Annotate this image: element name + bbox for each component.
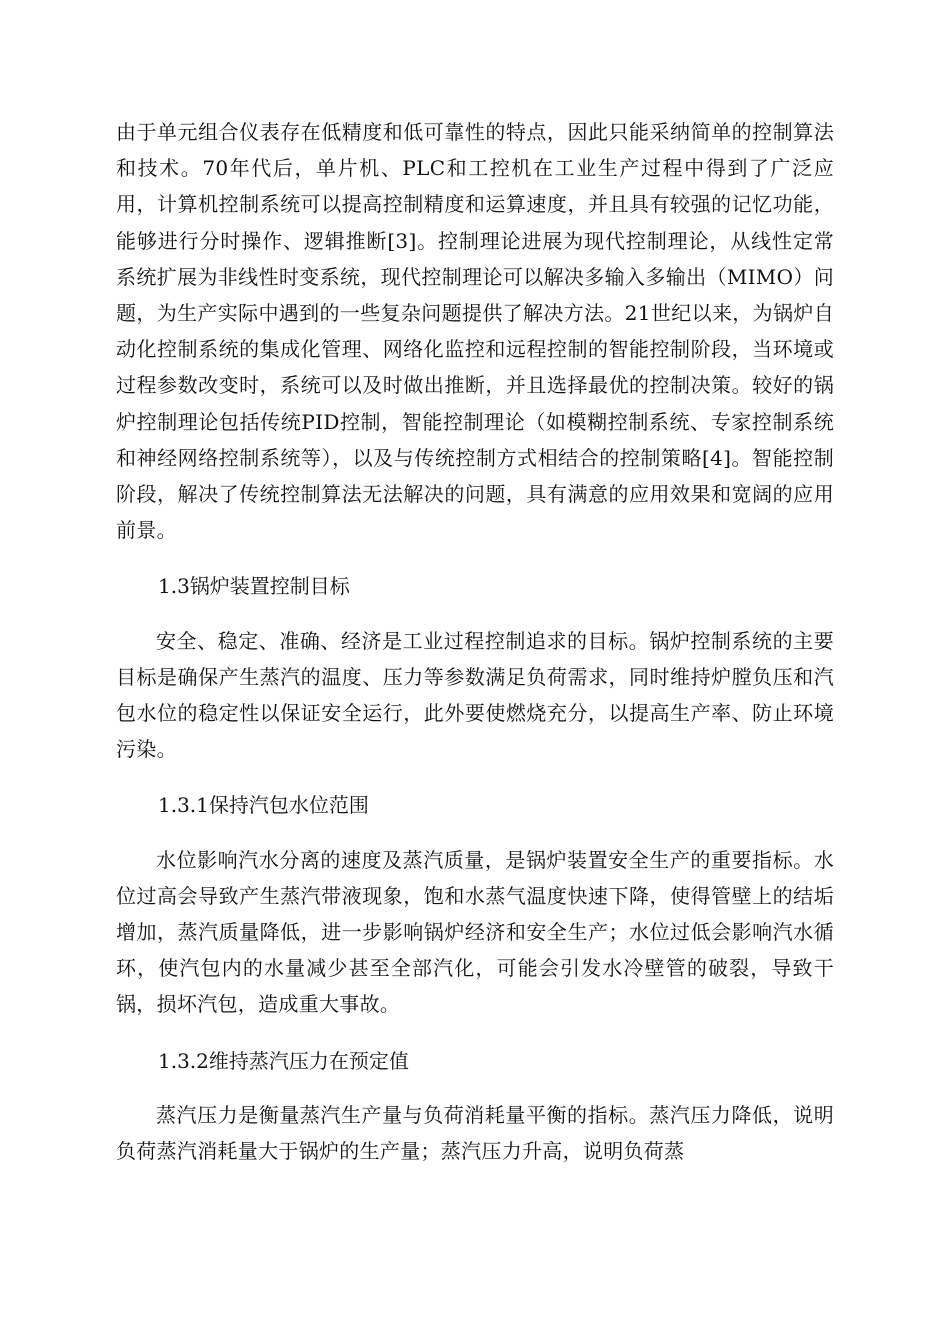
paragraph-steam-pressure: 蒸汽压力是衡量蒸汽生产量与负荷消耗量平衡的指标。蒸汽压力降低，说明负荷蒸汽消耗量大于锅炉的生产量；蒸汽压力升高，说明负荷蒸 xyxy=(116,1102,834,1164)
section-heading-1-3-1: 1.3.1保持汽包水位范围 xyxy=(158,793,369,818)
section-heading-1-3-2: 1.3.2维持蒸汽压力在预定值 xyxy=(158,1048,409,1073)
heading-spacer xyxy=(116,1079,834,1097)
document-body xyxy=(116,114,834,1169)
heading-spacer xyxy=(116,824,834,842)
paragraph-control-history: 由于单元组合仪表存在低精度和低可靠性的特点，因此只能采纳简单的控制算法和技术。70年代后，单片机、PLC和工控机在工业生产过程中得到了广泛应用，计算机控制系统可以提高控制精度和运算速度，并且具有较强的记忆功能，能够进行分时操作、逻辑推断[3]。控制理论进展为现代控制理论，从线性定常系统扩展为非线性时变系统，现代控制理论可以解决多输入多输出（MIMO）问题，为生产实际中遇到的一些复杂问题提供了解决方法。21世纪以来，为锅炉自动化控制系统的集成化管理、网络化监控和远程控制的智能控制阶段，当环境或过程参数改变时，系统可以及时做出推断，并且选择最优的控制决策。较好的锅炉控制理论包括传统PID控制，智能控制理论（如模糊控制系统、专家控制系统和神经网络控制系统等），以及与传统控制方式相结合的控制策略[4]。智能控制阶段，解决了传统控制算法无法解决的问题，具有满意的应用效果和宽阔的应用前景。 xyxy=(116,120,834,543)
paragraph-spacer xyxy=(116,548,834,568)
paragraph-water-level: 水位影响汽水分离的速度及蒸汽质量，是锅炉装置安全生产的重要指标。水位过高会导致产生蒸汽带液现象，饱和水蒸气温度快速下降，使得管壁上的结垢增加，蒸汽质量降低，进一步影响锅炉经济和安全生产；水位过低会影响汽水循环，使汽包内的水量减少甚至全部汽化，可能会引发水冷壁管的破裂，导致干锅，损坏汽包，造成重大事故。 xyxy=(116,847,834,1017)
heading-spacer xyxy=(116,605,834,623)
section-heading-1-3: 1.3锅炉装置控制目标 xyxy=(158,574,350,599)
paragraph-spacer xyxy=(116,767,834,787)
paragraph-spacer xyxy=(116,1023,834,1043)
paragraph-control-goals: 安全、稳定、准确、经济是工业过程控制追求的目标。锅炉控制系统的主要目标是确保产生蒸汽的温度、压力等参数满足负荷需求，同时维持炉膛负压和汽包水位的稳定性以保证安全运行，此外要使燃烧充分，以提高生产率、防止环境污染。 xyxy=(116,628,834,762)
